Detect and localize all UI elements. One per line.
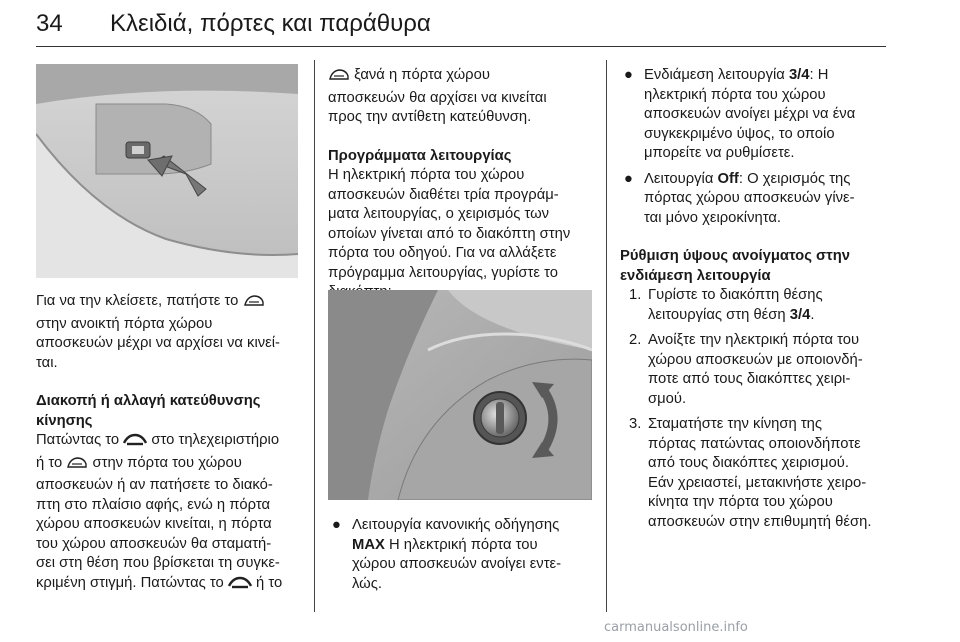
mode-switch-illustration [328,290,592,500]
step-2: 2. Ανοίξτε την ηλεκτρική πόρτα του χώρου αποσκευών με οποιονδή- ποτε από τους διακόπτες χειρι- σμού. [629,332,863,407]
tailgate-icon [243,294,265,315]
remote-key-icon [228,576,252,597]
step-3: 3. Σταματήστε την κίνηση της πόρτας πατώντας οποιονδήποτε από τους διακόπτες χειρισμού. Εάν χρειαστεί, μετακινήστε χειρο- κίνητα την πόρτα του χώρου αποσκευών στην επιθυμητή θέση. [629,416,872,530]
col2-paragraph-2: Η ηλεκτρική πόρτα του χώρου αποσκευών διαθέτει τρία προγράμ- ματα λειτουργίας, ο χειρισμός των οποίων γίνεται από το διακόπτη στην πόρτα του οδηγού. Για να αλλάξετε πρόγραμμα λειτουργίας, γυρίστε το [328,167,571,281]
column-1 [36,292,306,596]
col1-paragraph-1: Για να την κλείσετε, πατήστε το στην ανοικτή πόρτα χώρου αποσκευών μέχρι να αρχίσει να κινεί- ται. [36,293,280,371]
header-rule [36,46,886,47]
tailgate-icon [328,68,350,89]
mode-3-4-bullet: ● Ενδιάμεση λειτουργία 3/4: Η ηλεκτρική πόρτα του χώρου αποσκευών ανοίγει μέχρι να ένα συγκεκριμένο ύψος, το οποίο μπορείτε να ρυθμίσετε. [624,67,856,161]
col1-paragraph-2: Πατώντας το στο τηλεχειριστήριο ή το στην πόρτα του χώρου αποσκευών ή αν πατήσετε το διακό- πτη στο πλαίσιο αφής, ενώ η πόρτα χώρου αποσκευών κινείται, η πόρτα του χώρου αποσκευών θα σταματή- σει στη θέση που βρίσκεται τη συγκε- κριμένη στιγμή. Πατώντας το ή το [36,431,306,596]
tailgate-button-figure [36,64,298,278]
page-header [36,0,886,48]
mode-max-bullet: ● Λειτουργία κανονικής οδήγησης MAX Η ηλεκτρική πόρτα του χώρου αποσκευών ανοίγει εντε- λώς. [332,517,562,592]
column-3 [620,66,888,532]
column-divider-1 [314,60,315,612]
page-number: 34 [36,10,63,37]
column-divider-2 [606,60,607,612]
col2-heading: Προγράμματα λειτουργίας [328,147,512,164]
watermark: carmanualsonline.info [604,620,748,635]
column-2-bottom [328,516,600,594]
tailgate-button-illustration [36,64,298,278]
mode-off-bullet: ● Λειτουργία Off: Ο χειρισμός της πόρτας χώρου αποσκευών γίνε- ται μόνο χειροκίνητα. [624,170,855,226]
mode-switch-figure [328,290,592,500]
step-1: 1. Γυρίστε το διακόπτη θέσης λειτουργίας στη θέση 3/4. [629,287,823,323]
col1-heading: Διακοπή ή αλλαγή κατεύθυνσης κίνησης [36,393,261,429]
tailgate-icon [66,456,88,477]
remote-key-icon [123,433,147,454]
page-title: Κλειδιά, πόρτες και παράθυρα [110,10,431,37]
column-2-top [328,66,600,303]
col2-paragraph-1: ξανά η πόρτα χώρου αποσκευών θα αρχίσει να κινείται προς την αντίθετη κατεύθυνση. [328,67,547,125]
col3-heading: Ρύθμιση ύψους ανοίγματος στην ενδιάμεση λειτουργία [620,248,851,284]
